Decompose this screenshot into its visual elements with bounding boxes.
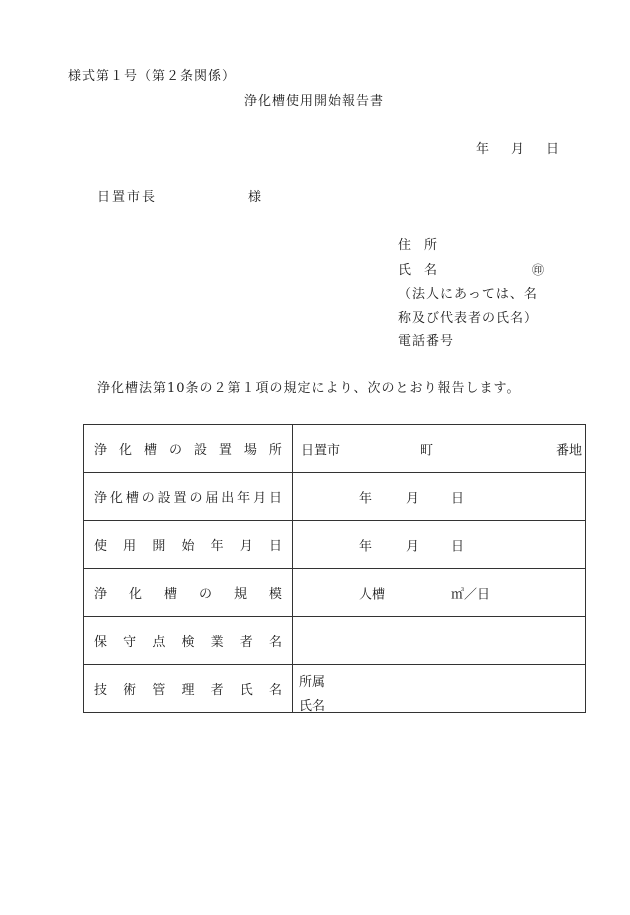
location-city: 日置市 <box>301 443 341 458</box>
label-char: 者 <box>239 635 253 650</box>
label-char: 氏 <box>239 683 253 698</box>
row-label-start-date <box>84 521 293 569</box>
report-date <box>476 142 559 158</box>
start-year-label: 年 <box>359 539 373 554</box>
label-char: の <box>168 443 182 458</box>
label-char: 月 <box>239 539 253 554</box>
technical-manager-field[interactable] <box>293 665 586 713</box>
notif-day-label: 日 <box>451 491 465 506</box>
label-char: 場 <box>243 443 257 458</box>
label-char: 業 <box>210 635 224 650</box>
row-label-notification-date <box>84 473 293 521</box>
start-date-field[interactable] <box>293 521 586 569</box>
notif-month-label: 月 <box>406 491 420 506</box>
table-row <box>84 569 586 617</box>
report-statement: 浄化槽法第10条の２第１項の規定により、次のとおり報告します。 <box>97 381 521 396</box>
addressee-honorific: 様 <box>248 190 262 205</box>
table-row <box>84 521 586 569</box>
label-char: 浄 <box>94 587 108 602</box>
scale-volume-unit: ㎥／日 <box>451 587 491 602</box>
row-label-technical-manager <box>84 665 293 713</box>
applicant-address-label: 住 所 <box>398 238 438 253</box>
phone-label: 電話番号 <box>398 334 455 349</box>
label-char: 技 <box>94 683 108 698</box>
table-row <box>84 665 586 713</box>
form-number: 様式第１号（第２条関係） <box>68 69 237 84</box>
label-char: の <box>189 491 203 506</box>
label-char: 年 <box>237 491 251 506</box>
addressee-name: 日置市長 <box>97 190 158 205</box>
scale-field[interactable] <box>293 569 586 617</box>
row-label-location <box>84 425 293 473</box>
manager-name-label: 氏名 <box>299 699 326 714</box>
location-field[interactable] <box>293 425 586 473</box>
label-char: 槽 <box>163 587 177 602</box>
label-char: 所 <box>268 443 282 458</box>
label-char: 設 <box>157 491 171 506</box>
label-char: 者 <box>210 683 224 698</box>
scale-person-unit: 人槽 <box>359 587 386 602</box>
label-char: 使 <box>94 539 108 554</box>
notification-date-field[interactable] <box>293 473 586 521</box>
date-year-label: 年 <box>476 142 490 157</box>
label-char: 名 <box>268 635 282 650</box>
corporate-note-line1: （法人にあっては、名 <box>398 287 538 302</box>
label-char: 浄 <box>94 443 108 458</box>
label-char: 名 <box>268 683 282 698</box>
label-char: 術 <box>123 683 137 698</box>
label-char: 槽 <box>125 491 139 506</box>
maintenance-company-field[interactable] <box>293 617 586 665</box>
label-char: 開 <box>152 539 166 554</box>
corporate-note-line2: 称及び代表者の氏名） <box>398 311 539 326</box>
label-char: の <box>141 491 155 506</box>
report-table <box>83 424 586 713</box>
applicant-name-label: 氏 名 <box>398 263 438 278</box>
manager-affiliation-label: 所属 <box>299 675 326 690</box>
label-char: 規 <box>233 587 247 602</box>
label-char: 置 <box>173 491 187 506</box>
date-month-label: 月 <box>511 142 525 157</box>
table-row <box>84 425 586 473</box>
label-char: 浄 <box>94 491 108 506</box>
label-char: 化 <box>128 587 142 602</box>
label-char: 守 <box>123 635 137 650</box>
seal-mark: ㊞ <box>532 263 545 277</box>
start-day-label: 日 <box>451 539 465 554</box>
label-char: 用 <box>123 539 137 554</box>
location-town-label: 町 <box>420 443 434 458</box>
label-char: 化 <box>109 491 123 506</box>
row-label-maintenance-company <box>84 617 293 665</box>
row-label-scale <box>84 569 293 617</box>
notif-year-label: 年 <box>359 491 373 506</box>
label-char: 置 <box>218 443 232 458</box>
label-char: 理 <box>181 683 195 698</box>
date-day-label: 日 <box>546 142 560 157</box>
label-char: 届 <box>205 491 219 506</box>
location-lot-label: 番地 <box>556 443 583 458</box>
label-char: 模 <box>268 587 282 602</box>
label-char: 月 <box>253 491 267 506</box>
label-char: 化 <box>118 443 132 458</box>
table-row <box>84 473 586 521</box>
label-char: 年 <box>210 539 224 554</box>
label-char: 始 <box>181 539 195 554</box>
label-char: 管 <box>152 683 166 698</box>
label-char: 検 <box>181 635 195 650</box>
label-char: 日 <box>268 539 282 554</box>
document-title: 浄化槽使用開始報告書 <box>244 94 385 109</box>
label-char: 点 <box>152 635 166 650</box>
start-month-label: 月 <box>406 539 420 554</box>
label-char: 槽 <box>143 443 157 458</box>
label-char: 出 <box>221 491 235 506</box>
label-char: 日 <box>268 491 282 506</box>
table-row <box>84 617 586 665</box>
label-char: 設 <box>193 443 207 458</box>
label-char: 保 <box>94 635 108 650</box>
label-char: の <box>198 587 212 602</box>
